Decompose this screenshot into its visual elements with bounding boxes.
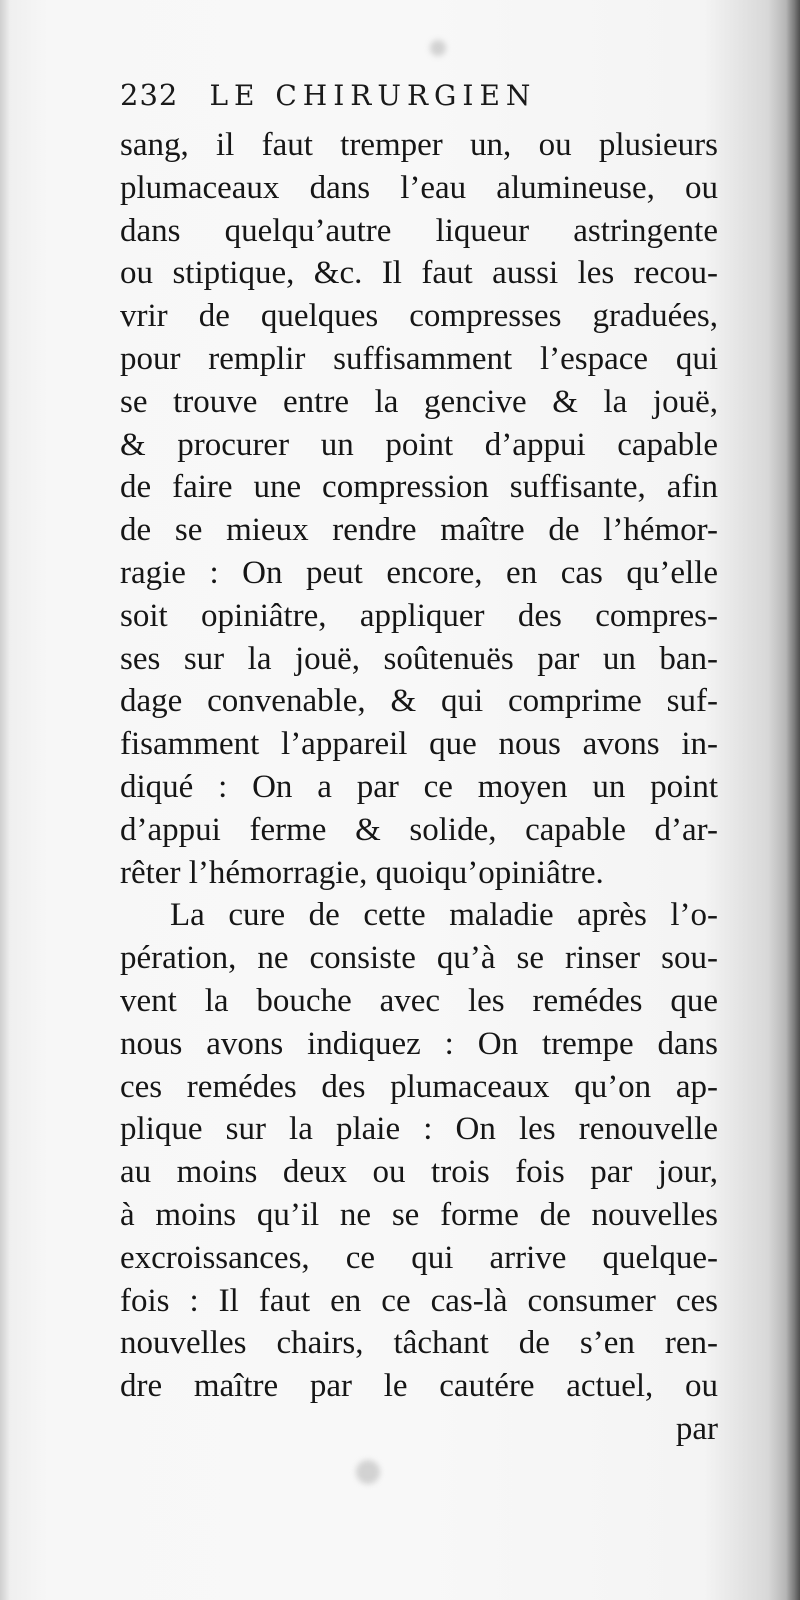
page-number: 232 — [120, 78, 179, 112]
text-line: dage convenable, & qui comprime suf- — [120, 683, 718, 720]
text-line: vent la bouche avec les remédes que — [120, 982, 718, 1019]
text-line: ou stiptique, &c. Il faut aussi les recou- — [120, 255, 718, 292]
text-line: nouvelles chairs, tâchant de s’en ren- — [120, 1325, 718, 1362]
text-line: rêter l’hémorragie, quoiqu’opiniâtre. — [120, 854, 604, 891]
page-header — [120, 78, 720, 118]
page-left-edge-shadow — [0, 0, 10, 1600]
text-line: excroissances, ce qui arrive quelque- — [120, 1239, 718, 1276]
text-line: vrir de quelques compresses graduées, — [120, 298, 718, 335]
text-line: fois : Il faut en ce cas-là consumer ces — [120, 1282, 718, 1319]
text-line: plumaceaux dans l’eau alumineuse, ou — [120, 169, 718, 206]
text-line: pour remplir suffisamment l’espace qui — [120, 340, 718, 377]
page-right-edge-shadow — [786, 0, 800, 1600]
text-line: dans quelqu’autre liqueur astringente — [120, 212, 718, 249]
text-line: plique sur la plaie : On les renouvelle — [120, 1111, 718, 1148]
text-line: au moins deux ou trois fois par jour, — [120, 1154, 718, 1191]
text-line: de se mieux rendre maître de l’hémor- — [120, 512, 718, 549]
running-head: LE CHIRURGIEN — [209, 79, 537, 112]
ink-blot — [430, 40, 446, 56]
text-line: de faire une compression suffisante, afin — [120, 469, 718, 506]
text-line: La cure de cette maladie après l’o- — [170, 897, 718, 934]
text-line: se trouve entre la gencive & la jouë, — [120, 383, 718, 420]
text-line: ragie : On peut encore, en cas qu’elle — [120, 554, 718, 591]
text-line: soit opiniâtre, appliquer des compres- — [120, 597, 718, 634]
text-line: à moins qu’il ne se forme de nouvelles — [120, 1196, 718, 1233]
catchword: par — [675, 1410, 718, 1447]
text-line: d’appui ferme & solide, capable d’ar- — [120, 811, 718, 848]
text-line: sang, il faut tremper un, ou plusieurs — [120, 127, 718, 163]
text-line: ses sur la jouë, soûtenuës par un ban- — [120, 640, 718, 677]
ink-blot — [356, 1460, 380, 1484]
body-text — [120, 124, 718, 1451]
text-line: & procurer un point d’appui capable — [120, 426, 718, 463]
text-line: fisamment l’appareil que nous avons in- — [120, 726, 718, 763]
text-line: diqué : On a par ce moyen un point — [120, 768, 718, 805]
text-line: pération, ne consiste qu’à se rinser sou- — [120, 940, 718, 977]
text-line: nous avons indiquez : On trempe dans — [120, 1025, 718, 1062]
text-line: ces remédes des plumaceaux qu’on ap- — [120, 1068, 718, 1105]
text-line: dre maître par le cautére actuel, ou — [120, 1368, 718, 1405]
